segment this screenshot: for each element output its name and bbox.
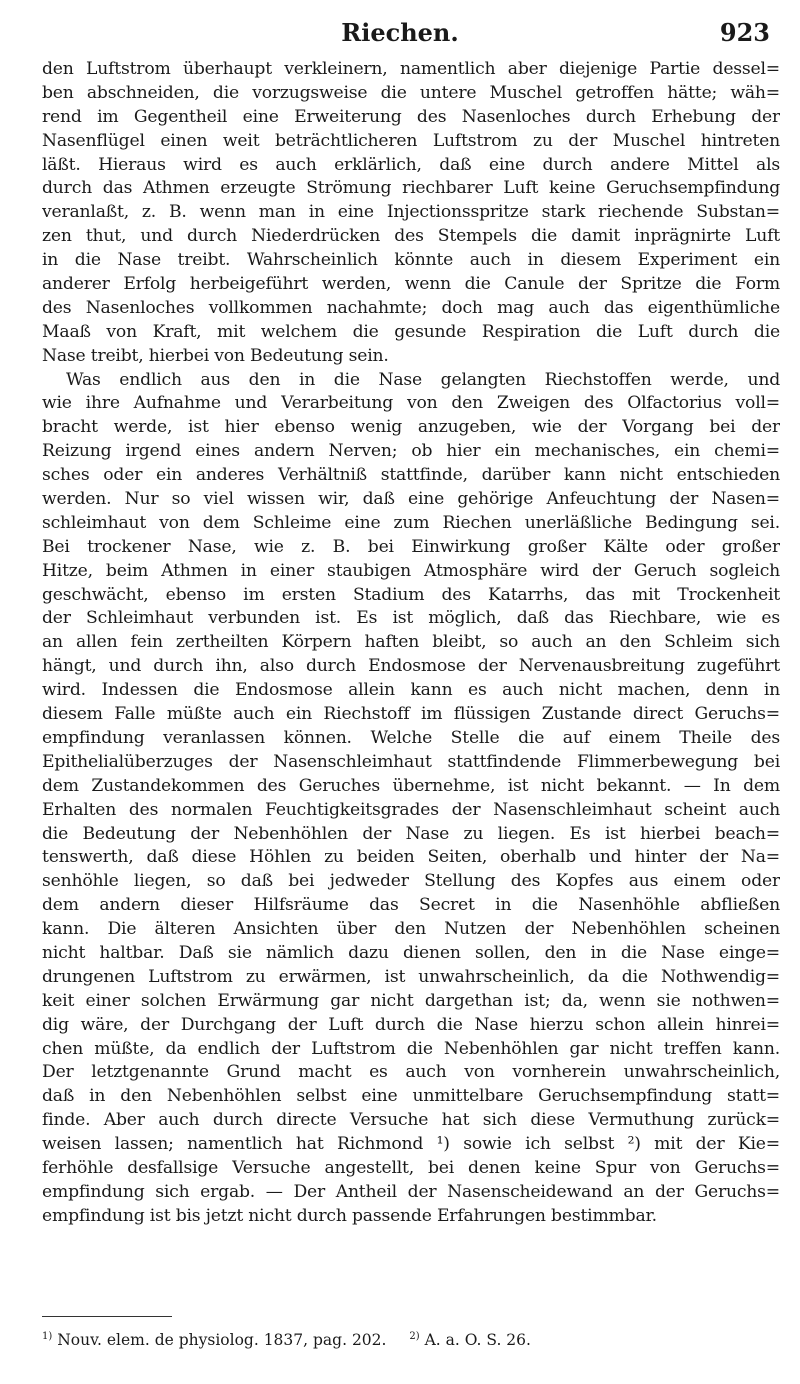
text-line: an allen fein zertheilten Körpern haften bleibt, so auch an den Schleim sich (42, 632, 780, 653)
text-line: nicht haltbar. Daß sie nämlich dazu dienen sollen, den in die Nase einge= (42, 942, 780, 963)
text-line: sches oder ein anderes Verhältniß stattfinde, darüber kann nicht entschieden (42, 465, 780, 486)
text-line: bracht werde, ist hier ebenso wenig anzugeben, wie der Vorgang bei der (42, 417, 780, 438)
text-line: tenswerth, daß diese Höhlen zu beiden Seiten, oberhalb und hinter der Na= (42, 847, 780, 868)
text-line: dem andern dieser Hilfsräume das Secret in die Nasenhöhle abfließen (42, 895, 780, 916)
running-header (0, 14, 800, 48)
footnote-1-mark: 1) (42, 1331, 53, 1342)
text-line: empfindung ist bis jetzt nicht durch passende Erfahrungen bestimmbar. (42, 1205, 657, 1226)
footnote-rule (42, 1316, 172, 1317)
text-line: chen müßte, da endlich der Luftstrom die Nebenhöhlen gar nicht treffen kann. (42, 1038, 780, 1059)
text-line: die Bedeutung der Nebenhöhlen der Nase zu liegen. Es ist hierbei beach= (42, 823, 780, 844)
text-line: Hitze, beim Athmen in einer staubigen Atmosphäre wird der Geruch sogleich (42, 560, 780, 581)
text-line: Nasenflügel einen weit beträchtlicheren Luftstrom zu der Muschel hintreten (42, 130, 780, 151)
text-line: durch das Athmen erzeugte Strömung riechbarer Luft keine Geruchsempfindung (42, 178, 780, 199)
text-line: empfindung sich ergab. — Der Antheil der Nasenscheidewand an der Geruchs= (42, 1181, 780, 1202)
text-line: zen thut, und durch Niederdrücken des Stempels die damit inprägnirte Luft (42, 226, 780, 247)
text-line: den Luftstrom überhaupt verkleinern, namentlich aber diejenige Partie dessel= (42, 59, 780, 79)
text-line: veranlaßt, z. B. wenn man in eine Injectionsspritze stark riechende Substan= (42, 202, 780, 223)
footnote-1 (42, 1326, 386, 1351)
text-line: drungenen Luftstrom zu erwärmen, ist unwahrscheinlich, da die Nothwendig= (42, 966, 780, 987)
footnote-2-text: A. a. O. S. 26. (424, 1331, 531, 1349)
text-line: dig wäre, der Durchgang der Luft durch die Nase hierzu schon allein hinrei= (42, 1014, 780, 1035)
text-line: daß in den Nebenhöhlen selbst eine unmittelbare Geruchsempfindung statt= (42, 1086, 780, 1107)
text-line: Erhalten des normalen Feuchtigkeitsgrades der Nasenschleimhaut scheint auch (42, 799, 780, 820)
text-line: werden. Nur so viel wissen wir, daß eine gehörige Anfeuchtung der Nasen= (42, 489, 780, 510)
text-line: ben abschneiden, die vorzugsweise die untere Muschel getroffen hätte; wäh= (42, 82, 780, 103)
text-line: Maaß von Kraft, mit welchem die gesunde Respiration die Luft durch die (42, 321, 780, 342)
text-line: dem Zustandekommen des Geruches übernehme, ist nicht bekannt. — In dem (42, 775, 780, 796)
text-line: empfindung veranlassen können. Welche Stelle die auf einem Theile des (42, 727, 780, 748)
text-line: läßt. Hieraus wird es auch erklärlich, daß eine durch andere Mittel als (42, 154, 780, 175)
footnote-2-mark: 2) (409, 1331, 420, 1342)
text-line: der Schleimhaut verbunden ist. Es ist möglich, daß das Riechbare, wie es (42, 608, 780, 629)
text-line: diesem Falle müßte auch ein Riechstoff im flüssigen Zustande direct Geruchs= (42, 704, 780, 725)
running-title: Riechen. (341, 18, 459, 47)
text-line: in die Nase treibt. Wahrscheinlich könnte auch in diesem Experiment ein (42, 250, 780, 271)
text-line: wird. Indessen die Endosmose allein kann es auch nicht machen, denn in (42, 680, 780, 701)
text-line: des Nasenloches vollkommen nachahmte; doch mag auch das eigenthümliche (42, 297, 780, 318)
text-line: Was endlich aus den in die Nase gelangten Riechstoffen werde, und (66, 369, 780, 390)
text-line: anderer Erfolg herbeigeführt werden, wenn die Canule der Spritze die Form (42, 274, 780, 295)
text-line: rend im Gegentheil eine Erweiterung des Nasenloches durch Erhebung der (42, 106, 780, 127)
text-line: schleimhaut von dem Schleime eine zum Riechen unerläßliche Bedingung sei. (42, 512, 780, 533)
text-line: senhöhle liegen, so daß bei jedweder Stellung des Kopfes aus einem oder (42, 871, 780, 892)
text-line: hängt, und durch ihn, also durch Endosmose der Nervenausbreitung zugeführt (42, 656, 780, 677)
body-text (42, 58, 780, 1229)
text-line: Der letztgenannte Grund macht es auch von vornherein unwahrscheinlich, (42, 1062, 780, 1083)
footnote-2 (409, 1326, 531, 1351)
footnotes (42, 1326, 780, 1351)
text-line: Reizung irgend eines andern Nerven; ob hier ein mechanisches, ein chemi= (42, 441, 780, 462)
page-number: 923 (719, 18, 770, 47)
footnote-1-text: Nouv. elem. de physiolog. 1837, pag. 202. (57, 1331, 387, 1349)
text-line: wie ihre Aufnahme und Verarbeitung von den Zweigen des Olfactorius voll= (42, 393, 780, 414)
text-line: geschwächt, ebenso im ersten Stadium des Katarrhs, das mit Trockenheit (42, 584, 780, 605)
text-line: weisen lassen; namentlich hat Richmond ¹) sowie ich selbst ²) mit der Kie= (42, 1134, 780, 1155)
text-line: keit einer solchen Erwärmung gar nicht dargethan ist; da, wenn sie nothwen= (42, 990, 780, 1011)
text-line: ferhöhle desfallsige Versuche angestellt, bei denen keine Spur von Geruchs= (42, 1157, 780, 1178)
text-line: kann. Die älteren Ansichten über den Nutzen der Nebenhöhlen scheinen (42, 919, 780, 940)
text-line: Nase treibt, hierbei von Bedeutung sein. (42, 345, 389, 366)
text-line: Bei trockener Nase, wie z. B. bei Einwirkung großer Kälte oder großer (42, 536, 780, 557)
text-line: finde. Aber auch durch directe Versuche hat sich diese Vermuthung zurück= (42, 1110, 780, 1131)
text-line: Epithelialüberzuges der Nasenschleimhaut stattfindende Flimmerbewegung bei (42, 751, 780, 772)
